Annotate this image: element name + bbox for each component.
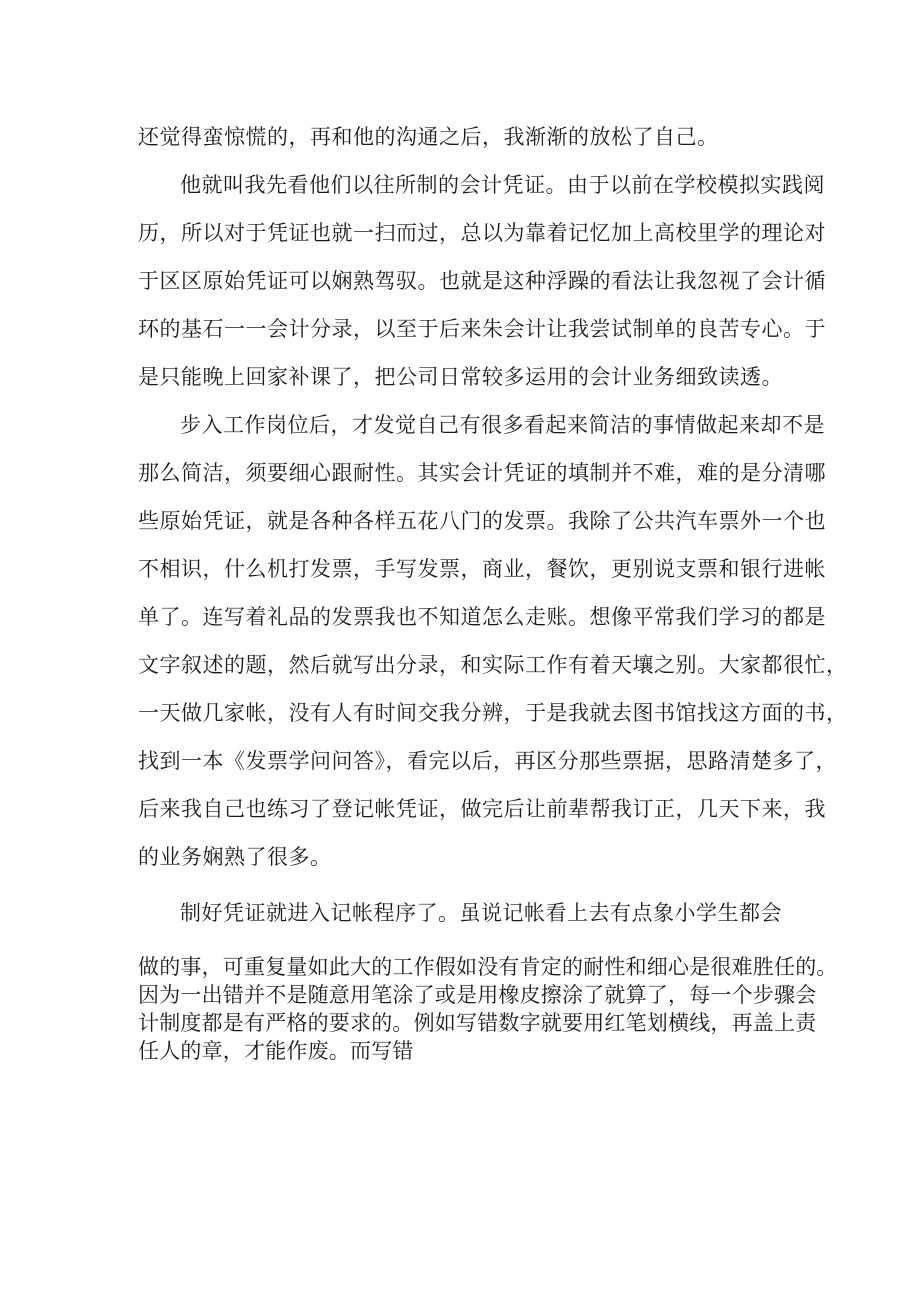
text-line: 还觉得蛮惊慌的，再和他的沟通之后，我渐渐的放松了自己。 bbox=[138, 125, 719, 149]
text-line: 些原始凭证，就是各种各样五花八门的发票。我除了公共汽车票外一个也 bbox=[138, 509, 826, 533]
text-line: 因为一出错并不是随意用笔涂了或是用橡皮擦涂了就算了，每一个步骤会 bbox=[138, 983, 817, 1007]
text-line: 计制度都是有严格的要求的。例如写错数字就要用红笔划横线，再盖上责 bbox=[138, 1011, 817, 1035]
text-line: 做的事，可重复量如此大的工作假如没有肯定的耐性和细心是很难胜任的。 bbox=[138, 955, 838, 979]
text-line: 后来我自己也练习了登记帐凭证，做完后让前辈帮我订正，几天下来，我 bbox=[138, 797, 826, 821]
text-line: 单了。连写着礼品的发票我也不知道怎么走账。想像平常我们学习的都是 bbox=[138, 605, 826, 629]
text-line: 的业务娴熟了很多。 bbox=[138, 845, 332, 869]
text-line: 一天做几家帐，没有人有时间交我分辨，于是我就去图书馆找这方面的书， bbox=[138, 701, 848, 725]
text-line: 是只能晚上回家补课了，把公司日常较多运用的会计业务细致读透。 bbox=[138, 365, 783, 389]
text-line: 不相识，什么机打发票，手写发票，商业，餐饮，更别说支票和银行进帐 bbox=[138, 557, 826, 581]
text-line: 步入工作岗位后，才发觉自己有很多看起来简洁的事情做起来却不是 bbox=[180, 413, 825, 437]
text-line: 任人的章，才能作废。而写错 bbox=[138, 1039, 414, 1063]
text-line: 制好凭证就进入记帐程序了。虽说记帐看上去有点象小学生都会 bbox=[180, 901, 782, 925]
text-line: 于区区原始凭证可以娴熟驾驭。也就是这种浮躁的看法让我忽视了会计循 bbox=[138, 269, 826, 293]
text-line: 文字叙述的题，然后就写出分录，和实际工作有着天壤之别。大家都很忙， bbox=[138, 653, 848, 677]
text-line: 他就叫我先看他们以往所制的会计凭证。由于以前在学校模拟实践阅 bbox=[180, 173, 825, 197]
text-line: 找到一本《发票学问问答》，看完以后，再区分那些票据，思路清楚多了， bbox=[138, 749, 837, 773]
text-line: 那么简洁，须要细心跟耐性。其实会计凭证的填制并不难，难的是分清哪 bbox=[138, 461, 826, 485]
text-line: 历，所以对于凭证也就一扫而过，总以为靠着记忆加上高校里学的理论对 bbox=[138, 221, 826, 245]
text-line: 环的基石一一会计分录，以至于后来朱会计让我尝试制单的良苦专心。于 bbox=[138, 317, 826, 341]
